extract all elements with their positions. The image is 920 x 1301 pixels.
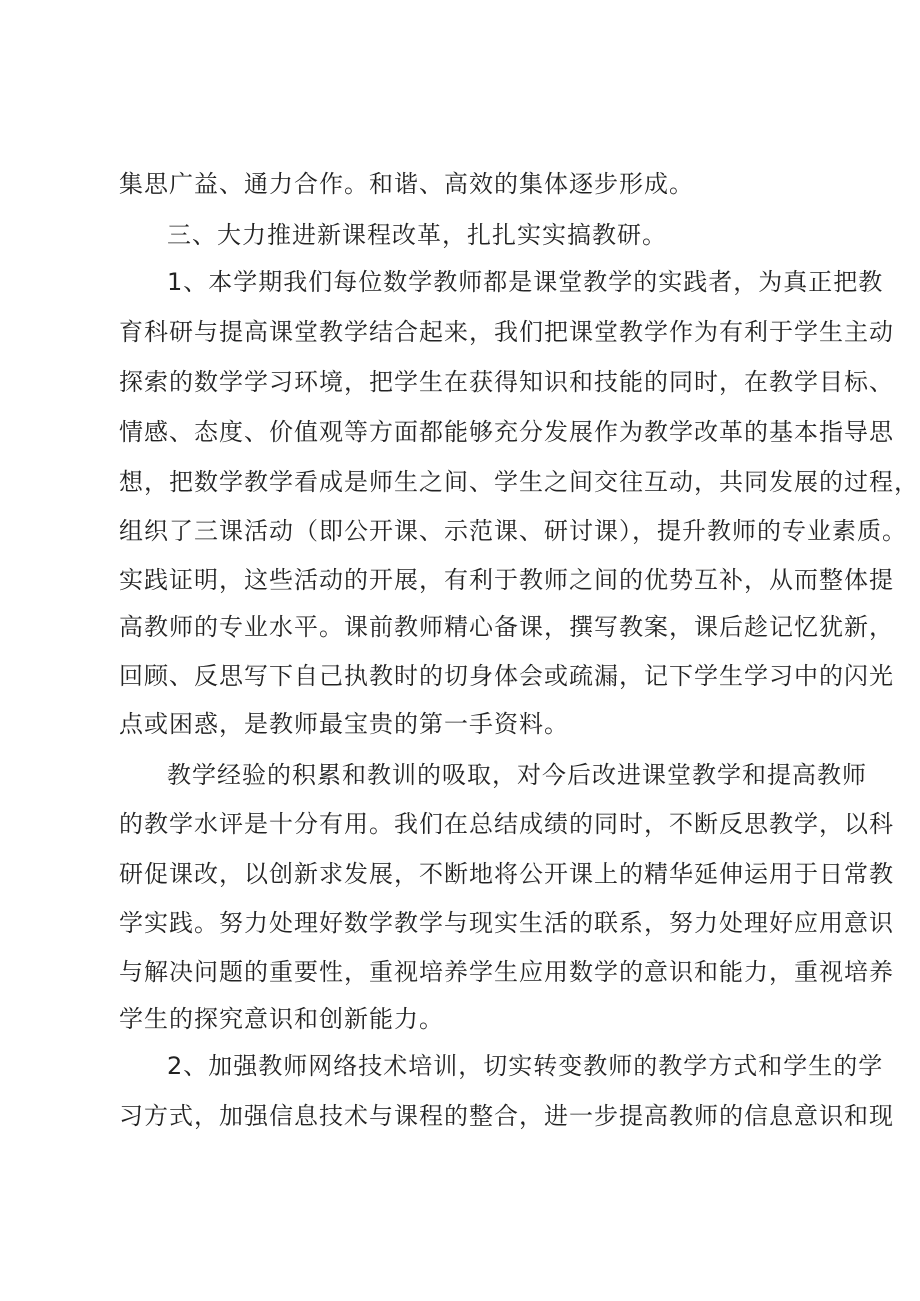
text-line: 与解决问题的重要性，重视培养学生应用数学的意识和能力，重视培养 xyxy=(119,958,894,986)
text-line: 研促课改，以创新求发展，不断地将公开课上的精华延伸运用于日常教 xyxy=(119,860,894,888)
text-line: 1、本学期我们每位数学教师都是课堂教学的实践者，为真正把教 xyxy=(167,268,884,296)
text-line: 回顾、反思写下自己执教时的切身体会或疏漏，记下学生学习中的闪光 xyxy=(119,662,894,690)
text-line: 2、加强教师网络技术培训，切实转变教师的教学方式和学生的学 xyxy=(167,1052,884,1080)
text-line: 育科研与提高课堂教学结合起来，我们把课堂教学作为有利于学生主动 xyxy=(119,318,894,346)
text-line: 探索的数学学习环境，把学生在获得知识和技能的同时，在教学目标、 xyxy=(119,368,894,396)
text-line: 点或困惑，是教师最宝贵的第一手资料。 xyxy=(119,710,569,738)
text-line: 的教学水评是十分有用。我们在总结成绩的同时，不断反思教学，以科 xyxy=(119,810,894,838)
text-line: 组织了三课活动（即公开课、示范课、研讨课），提升教师的专业素质。 xyxy=(119,517,907,545)
text-line: 习方式，加强信息技术与课程的整合，进一步提高教师的信息意识和现 xyxy=(119,1102,894,1130)
text-line: 三、大力推进新课程改革，扎扎实实搞教研。 xyxy=(167,221,667,249)
text-line: 高教师的专业水平。课前教师精心备课，撰写教案，课后趁记忆犹新， xyxy=(119,613,894,641)
text-line: 学生的探究意识和创新能力。 xyxy=(119,1005,444,1033)
text-line: 集思广益、通力合作。和谐、高效的集体逐步形成。 xyxy=(119,170,694,198)
text-line: 教学经验的积累和教训的吸取，对今后改进课堂教学和提高教师 xyxy=(167,761,867,789)
text-line: 想，把数学教学看成是师生之间、学生之间交往互动，共同发展的过程， xyxy=(119,468,919,496)
text-line: 实践证明，这些活动的开展，有利于教师之间的优势互补，从而整体提 xyxy=(119,566,894,594)
text-line: 学实践。努力处理好数学教学与现实生活的联系，努力处理好应用意识 xyxy=(119,909,894,937)
text-line: 情感、态度、价值观等方面都能够充分发展作为教学改革的基本指导思 xyxy=(119,418,894,446)
